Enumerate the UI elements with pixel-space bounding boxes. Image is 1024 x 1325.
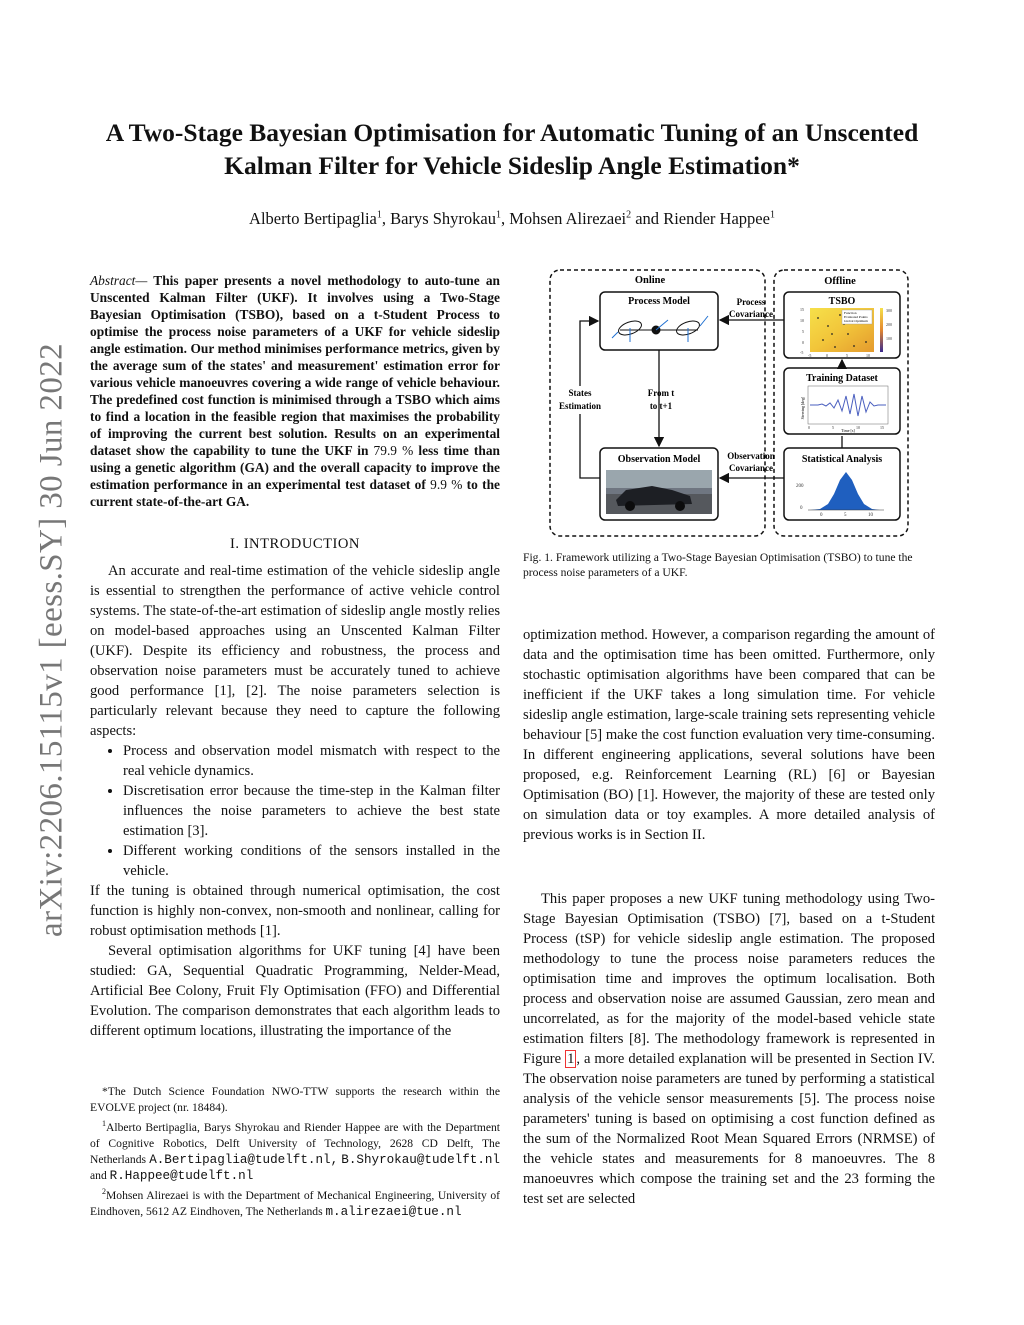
framework-figure	[548, 268, 912, 538]
list-item: • Different working conditions of the sensors installed in the vehicle.	[123, 841, 500, 881]
section-heading: I. INTRODUCTION	[230, 536, 360, 552]
author-name: Alberto Bertipaglia	[249, 209, 377, 228]
tsbo-colorbar	[880, 308, 883, 352]
paragraph: This paper proposes a new UKF tuning methodology using Two-Stage Bayesian Optimisation (TSBO) [7], based on a t-Student Process (tSP) for vehicle sideslip angle estimation. The proposed methodology to tune the process noise parameters reduces the optimisation time and improves the optimum localisation. Both process and observation noise are assumed Gaussian, zero mean and uncorrelated, as for the majority of the model-based vehicle state estimation filters [8]. The methodology framework is represented in Figure 1 , a more detailed explanation will be presented in Section IV. The observation noise parameters are tuned by performing a statistical analysis of the vehicle sensor measurements [5]. The process noise parameters' tuning is based on optimising a cost function defined as the sum of the Normalized Root Mean Squared Errors (NRMSE) of the vehicle states and measurements for 8 manoeuvres. The 8 manoeuvres which compose the training set and the 23 forming the test set are selected	[523, 891, 935, 1207]
tsbo-label: TSBO	[828, 296, 856, 307]
svg-text:300: 300	[886, 308, 892, 313]
footnote: $^2$Mohsen Alirezaei is with the Department of Mechanical Engineering, University of Eindhoven, 5612 AZ Eindhoven, The Netherlands m.alirezaei@tue.nl	[90, 1186, 500, 1219]
svg-text:200: 200	[796, 484, 804, 489]
svg-text:5: 5	[832, 425, 834, 430]
email: A.Bertipaglia@tudelft.nl,	[149, 1152, 339, 1167]
svg-text:0: 0	[800, 506, 803, 511]
offline-label: Offline	[824, 276, 856, 287]
intro-right-column	[523, 625, 935, 845]
author-name: Riender Happee	[663, 209, 770, 228]
process-covariance-label: Covariance	[729, 309, 773, 319]
footnote: $^1$Alberto Bertipaglia, Barys Shyrokau and Riender Happee are with the Department of Cognitive Robotics, Delft University of Technology, 2628 CD Delft, The Netherlands A.Bertipaglia@tudelft.nl, B.Shyrokau@tudelft.nl and R.Happee@tudelft.nl	[90, 1119, 500, 1183]
process-covariance-label: Process	[736, 297, 766, 307]
training-dataset-label: Training Dataset	[806, 373, 878, 384]
tsbo-legend-item: Global Optimum	[844, 319, 868, 323]
training-yaxis: Steering [deg]	[800, 396, 805, 420]
email: m.alirezaei@tue.nl	[325, 1204, 462, 1219]
tsbo-legend-item: Evaluated Points	[844, 315, 868, 319]
svg-text:0: 0	[820, 513, 823, 518]
svg-text:10: 10	[800, 318, 804, 323]
email: B.Shyrokau@tudelft.nl	[341, 1152, 500, 1167]
svg-text:200: 200	[886, 322, 892, 327]
svg-text:10: 10	[866, 353, 870, 358]
observation-covariance-label: Covariance	[729, 463, 773, 473]
svg-text:-5: -5	[808, 353, 812, 358]
email: R.Happee@tudelft.nl	[109, 1168, 254, 1183]
author-list: Alberto Bertipaglia$^1$, Barys Shyrokau$^1$, Mohsen Alirezaei$^2$ and Riender Happee$^1$	[249, 209, 775, 228]
svg-text:10: 10	[868, 513, 873, 518]
svg-text:-5: -5	[800, 350, 804, 355]
abstract: Abstract— This paper presents a novel methodology to auto-tune an Unscented Kalman Filter (UKF). It involves using a Two-Stage Bayesian Optimisation (TSBO), based on a t-Student Process to optimise the process noise parameters of a UKF for vehicle sideslip angle estimation. Our method minimises performance metrics, given by the average sum of the states' and measurement' estimation error for various vehicle manoeuvres covering a wide range of vehicle behaviour. The predefined cost function is minimised through a TSBO which aims to find a location in the feasible region that maximises the probability of improving the current best solution. Results on an experimental dataset show the capability to tune the UKF in 79.9 % less time than using a genetic algorithm (GA) and the overall capacity to improve the estimation performance in an experimental test dataset of 9.9 % to the current state-of-the-art GA.	[90, 273, 501, 509]
author-name: Mohsen Alirezaei	[509, 209, 627, 228]
author-name: Barys Shyrokau	[390, 209, 497, 228]
svg-text:0: 0	[808, 425, 810, 430]
svg-text:15: 15	[880, 425, 884, 430]
tsbo-legend-item: Function	[844, 311, 857, 315]
svg-text:0: 0	[826, 353, 828, 358]
paragraph: An accurate and real-time estimation of the vehicle sideslip angle is essential to strengthen the performance of active vehicle control systems. The state-of-the-art estimation of sideslip angle mostly relies on model-based approaches using an Unscented Kalman Filter (UKF). Despite its efficiency and robustness, the process and observation noise parameters must be accurately tuned to achieve good performance [1], [2]. The noise parameters selection is particularly relevant because they need to capture the following aspects:	[90, 563, 500, 739]
vehicle-photo	[606, 470, 712, 514]
intro-right-column-2	[523, 889, 935, 1209]
svg-text:0: 0	[802, 340, 804, 345]
time-step-label: to t+1	[649, 401, 673, 411]
svg-text:5: 5	[844, 513, 847, 518]
paragraph: Several optimisation algorithms for UKF tuning [4] have been studied: GA, Sequential Quadratic Programming, Nelder-Mead, Artificial Bee Colony, Fruit Fly Optimisation (FFO) and Differential Evolution. The comparison demonstrates that each algorithm leads to different optimum locations, illustrating the importance of the	[90, 943, 500, 1039]
svg-text:100: 100	[886, 336, 892, 341]
states-estimation-label: Estimation	[558, 401, 602, 411]
time-step-label: From t	[647, 388, 675, 398]
online-label: Online	[634, 275, 666, 286]
statistical-analysis-label: Statistical Analysis	[801, 454, 883, 465]
list-item: • Process and observation model mismatch with respect to the real vehicle dynamics.	[123, 741, 500, 781]
observation-model-label: Observation Model	[617, 454, 701, 465]
intro-left-column	[90, 561, 500, 1041]
footnote: *The Dutch Science Foundation NWO-TTW supports the research within the EVOLVE project (nr. 18484).	[90, 1085, 500, 1114]
svg-text:5: 5	[846, 353, 848, 358]
list-item: • Discretisation error because the time-step in the Kalman filter influences the noise parameters to achieve the best state estimation [3].	[123, 781, 500, 841]
arxiv-stamp: arXiv:2206.15115v1 [eess.SY] 30 Jun 2022	[33, 342, 70, 938]
paragraph: optimization method. However, a comparison regarding the amount of data and the optimisation time has been omitted. Furthermore, only stochastic optimisation algorithms have been compared that can be inefficient if the UKF takes a long simulation time. For vehicle sideslip angle estimation, large-scale training sets representing vehicle behaviour [5] make the cost function evaluation very time-consuming. In different engineering applications, several solutions have been proposed, e.g. Reinforcement Learning (RL) [6] or Bayesian Optimisation (BO) [1]. However, the majority of these are tested only on simulation data or toy examples. A more detailed analysis of previous works is in Section II.	[523, 627, 935, 843]
states-estimation-label: States	[568, 388, 592, 398]
paper-title: A Two-Stage Bayesian Optimisation for Automatic Tuning of an Unscented Kalman Filter for Vehicle Sideslip Angle Estimation*	[105, 118, 919, 180]
observation-covariance-label: Observation	[727, 451, 775, 461]
footnotes	[90, 1084, 500, 1220]
process-model-label: Process Model	[628, 296, 690, 307]
aspect-list	[90, 741, 500, 881]
svg-text:10: 10	[856, 425, 860, 430]
svg-text:5: 5	[802, 329, 804, 334]
training-xaxis: Time [s]	[841, 428, 855, 433]
svg-text:15: 15	[800, 307, 804, 312]
paragraph: If the tuning is obtained through numerical optimisation, the cost function is highly non-convex, non-smooth and nonlinear, calling for robust optimisation methods [1].	[90, 883, 500, 939]
figure-caption: Fig. 1. Framework utilizing a Two-Stage Bayesian Optimisation (TSBO) to tune the process noise parameters of a UKF.	[523, 551, 913, 579]
figure-link[interactable]: 1	[567, 1051, 575, 1067]
abstract-label: Abstract	[90, 273, 136, 288]
